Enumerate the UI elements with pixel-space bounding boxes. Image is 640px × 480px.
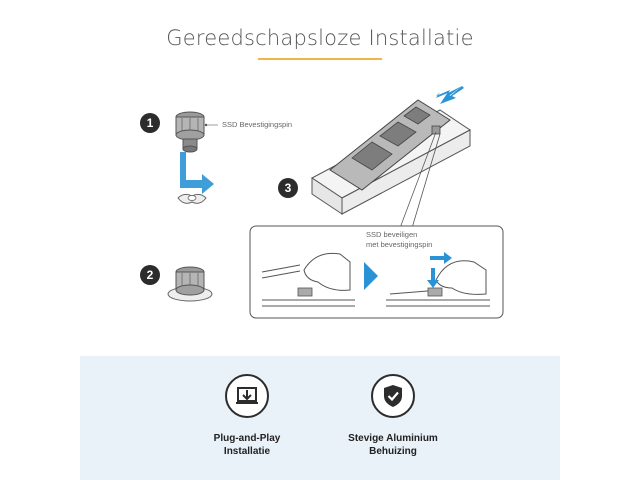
plug-and-play-icon xyxy=(225,374,269,418)
pin-label: SSD Bevestigingspin xyxy=(222,120,293,129)
callout-line-1: SSD beveiligen xyxy=(366,230,418,239)
feature-plug-and-play xyxy=(172,374,322,458)
feature-1-line-1: Plug-and-Play xyxy=(213,433,281,444)
pin-illustration-step1 xyxy=(176,112,218,203)
feature-2-line-2: Behuizing xyxy=(369,446,417,457)
feature-aluminium xyxy=(318,374,468,458)
features-panel xyxy=(80,356,560,480)
feature-1-line-2: Installatie xyxy=(223,446,271,457)
step-2-badge: 2 xyxy=(140,265,160,285)
callout-line-2: met bevestigingspin xyxy=(366,240,433,249)
shield-check-icon xyxy=(371,374,415,418)
step-1-badge: 1 xyxy=(140,113,160,133)
page-title: Gereedschapsloze Installatie xyxy=(166,26,474,50)
step-3-badge: 3 xyxy=(278,178,298,198)
pin-illustration-step2 xyxy=(168,267,212,301)
callout-caption xyxy=(366,230,432,250)
feature-2-line-1: Stevige Aluminium xyxy=(348,433,438,444)
